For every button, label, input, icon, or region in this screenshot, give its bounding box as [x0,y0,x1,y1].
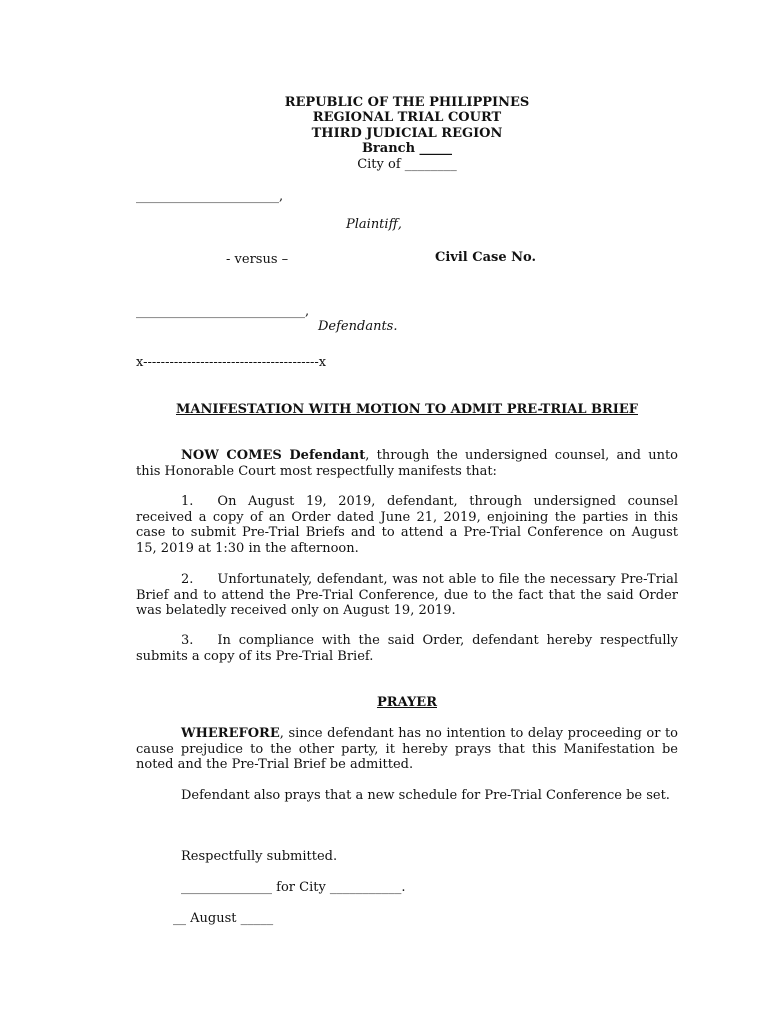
prayer-lead: WHEREFORE [181,726,280,741]
defendant-label: Defendants. [318,319,398,334]
header-republic: REPUBLIC OF THE PHILIPPINES [284,95,530,110]
prayer-heading: PRAYER [376,695,437,710]
respectfully-submitted: Respectfully submitted. [181,849,338,864]
prayer-paragraph [136,726,678,773]
place-line: ______________ for City ___________. [181,880,406,895]
item-number: 1. [181,494,194,509]
versus-text: - versus – [226,252,289,267]
civil-case-no: Civil Case No. [435,250,536,265]
header-region: THIRD JUDICIAL REGION [311,126,503,141]
list-item [136,633,678,664]
prayer-also-text: Defendant also prays that a new schedule for Pre-Trial Conference be set. [181,788,670,803]
header-court: REGIONAL TRIAL COURT [312,110,502,125]
intro-text: , through the undersigned counsel, and unto this Honorable Court most respectfully manifests that: [136,448,679,479]
document-title: MANIFESTATION WITH MOTION TO ADMIT PRE-TRIAL BRIEF [175,402,638,417]
list-item [136,494,678,556]
date-line: __ August _____ [173,911,274,926]
caption-separator: x----------------------------------------x [136,355,327,370]
intro-paragraph [136,448,678,479]
item-text: Unfortunately, defendant, was not able to file the necessary Pre-Trial Brief and to attend the Pre-Trial Conference, due to the fact that the said Order was belatedly received only on August 19, 2019. [136,572,678,618]
defendant-blank: __________________________, [136,304,310,319]
list-item [136,572,678,619]
item-number: 3. [181,633,194,648]
plaintiff-label: Plaintiff, [346,217,402,232]
prayer-text: , since defendant has no intention to delay proceeding or to cause prejudice to the other party, it hereby prays that this Manifestation be noted and the Pre-Trial Brief be admitted. [136,726,678,772]
item-text: On August 19, 2019, defendant, through undersigned counsel received a copy of an Order dated June 21, 2019, enjoining the parties in this case to submit Pre-Trial Briefs and to attend a Pre-Trial Conference on August 15, 2019 at 1:30 in the afternoon. [136,494,678,556]
header-branch: Branch _____ [361,141,453,156]
header-city: City of ________ [357,157,457,172]
item-number: 2. [181,572,194,587]
item-text: In compliance with the said Order, defendant hereby respectfully submits a copy of its Pre-Trial Brief. [136,633,678,664]
plaintiff-blank: ______________________, [136,189,284,204]
prayer-also-paragraph [136,788,678,804]
intro-lead: NOW COMES Defendant [181,448,366,463]
